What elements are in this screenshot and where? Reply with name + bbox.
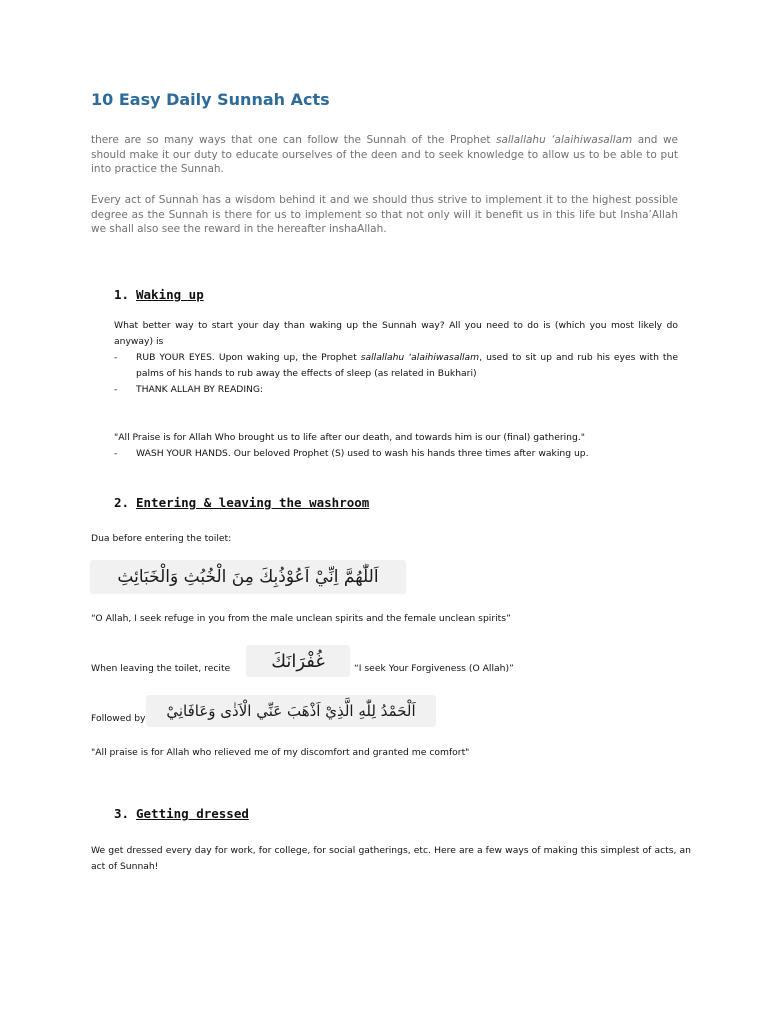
bullet-dash: - [114, 384, 118, 395]
intro-paragraph-1 [91, 133, 678, 177]
section-heading-waking-up [114, 287, 204, 302]
section-number: 3. [114, 806, 130, 821]
dua-entering-label: Dua before entering the toilet: [91, 533, 232, 544]
bullet-text: THANK ALLAH BY READING: [136, 384, 264, 395]
waking-intro: What better way to start your day than waking up the Sunnah way? All you need to do is (which you most likely do anyway) is [114, 320, 678, 347]
bullet-rub-eyes [114, 350, 678, 382]
bullet-dash: - [114, 448, 118, 459]
bullet-text: WASH YOUR HANDS. Our beloved Prophet (S) used to wash his hands three times after waking up. [136, 448, 589, 459]
arabic-ghufranak-image: غُفْرَانَكَ [246, 645, 350, 677]
arabic-dua-entering-image: اَللّٰهُمَّ اِنِّيْ اَعُوْذُبِكَ مِنَ الْخُبُثِ وَالْخَبَائِثِ [90, 560, 406, 594]
intro-p1-honorific: sallallahu ‘alaihiwasallam [495, 134, 633, 146]
intro-p1-text-cont: and we should make it our duty to educate ourselves of the deen and to seek knowledge to allow us to be able to put into practice the Sunnah. [91, 134, 678, 175]
section-label: Getting dressed [136, 806, 249, 821]
dua-entering-translation: “O Allah, I seek refuge in you from the male unclean spirits and the female unclean spirits” [91, 613, 511, 624]
getting-dressed-text: We get dressed every day for work, for college, for social gatherings, etc. Here are a few ways of making this simplest of acts, an act of Sunnah! [91, 845, 691, 872]
dua-leaving-translation: "All praise is for Allah who relieved me of my discomfort and granted me comfort" [91, 747, 470, 758]
bullet-text-b: , used to sit up and rub his eyes with the palms of his hands to rub away the effects of sleep (as related in Bukhari) [136, 352, 678, 379]
bullet-honorific: sallallahu ‘alaihiwasallam [360, 352, 480, 363]
bullet-dash: - [114, 352, 118, 363]
section-heading-washroom [114, 495, 369, 510]
arabic-dua-leaving-image: اَلْحَمْدُ لِلّٰهِ الَّذِيْ اَذْهَبَ عَنِّي الْاَذٰى وَعَافَانِيْ [146, 695, 436, 727]
section-number: 1. [114, 287, 130, 302]
leaving-toilet-translation: “I seek Your Forgiveness (O Allah)” [354, 663, 514, 674]
section-label: Entering & leaving the washroom [136, 495, 370, 510]
waking-quote: "All Praise is for Allah Who brought us to life after our death, and towards him is our (final) gathering." [114, 432, 585, 443]
section-number: 2. [114, 495, 130, 510]
bullet-text [136, 350, 678, 382]
section-heading-getting-dressed [114, 806, 249, 821]
bullet-thank-allah [114, 382, 678, 398]
leaving-toilet-text: When leaving the toilet, recite [91, 663, 231, 674]
section-label: Waking up [136, 287, 204, 302]
followed-by-text: Followed by [91, 713, 146, 724]
intro-p1-text: there are so many ways that one can follow the Sunnah of the Prophet [91, 134, 496, 146]
intro-paragraph-2: Every act of Sunnah has a wisdom behind it and we should thus strive to implement it to the highest possible degree as the Sunnah is there for us to implement so that not only will it benefit us in this life but Insha’Allah we shall also see the reward in the hereafter inshaAllah. [91, 194, 678, 235]
bullet-text-a: RUB YOUR EYES. Upon waking up, the Prophet [136, 352, 361, 363]
bullet-wash-hands [114, 446, 678, 462]
article-title: 10 Easy Daily Sunnah Acts [91, 90, 330, 109]
